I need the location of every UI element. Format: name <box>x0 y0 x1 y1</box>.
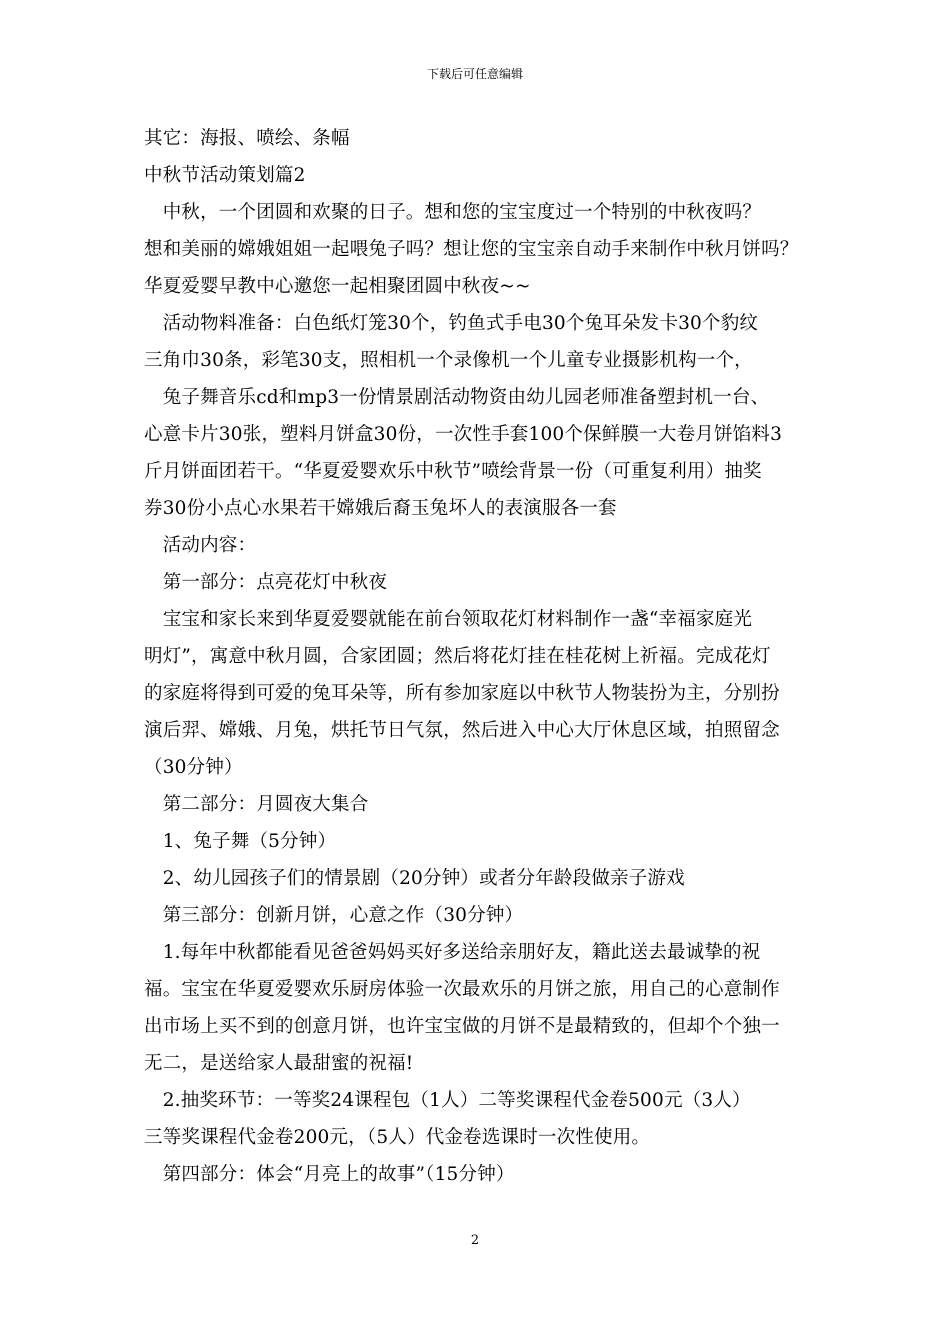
body-line: 出市场上买不到的创意月饼，也许宝宝做的月饼不是最精致的，但却个个独一 <box>144 1016 780 1037</box>
body-line: 华夏爱婴早教中心邀您一起相聚团圆中秋夜~~ <box>144 276 531 297</box>
body-line: 活动内容： <box>144 535 257 556</box>
body-line: 福。宝宝在华夏爱婴欢乐厨房体验一次最欢乐的月饼之旅，用自己的心意制作 <box>144 979 780 1000</box>
body-line: 的家庭将得到可爱的兔耳朵等，所有参加家庭以中秋节人物装扮为主，分别扮 <box>144 683 780 704</box>
document-body <box>144 120 810 1193</box>
body-line: 想和美丽的嫦娥姐姐一起喂兔子吗？想让您的宝宝亲自动手来制作中秋月饼吗？ <box>144 239 799 260</box>
body-line: 券30份小点心水果若干嫦娥后裔玉兔坏人的表演服各一套 <box>144 498 617 519</box>
body-line: 活动物料准备：白色纸灯笼30个，钓鱼式手电30个兔耳朵发卡30个豹纹 <box>144 313 759 334</box>
body-line: 其它：海报、喷绘、条幅 <box>144 128 350 149</box>
page-header: 下载后可任意编辑 <box>426 67 523 81</box>
body-line: 明灯”，寓意中秋月圆，合家团圆；然后将花灯挂在桂花树上祈福。完成花灯 <box>144 646 771 667</box>
body-line: 三等奖课程代金卷200元，（5人）代金卷选课时一次性使用。 <box>144 1127 651 1148</box>
section-heading: 第二部分：月圆夜大集合 <box>144 794 369 815</box>
body-line: 2.抽奖环节：一等奖24课程包（1人）二等奖课程代金卷500元（3人） <box>144 1090 751 1111</box>
body-line: 中秋，一个团圆和欢聚的日子。想和您的宝宝度过一个特别的中秋夜吗？ <box>144 202 762 223</box>
body-line: 三角巾30条，彩笔30支，照相机一个录像机一个儿童专业摄影机构一个， <box>144 350 753 371</box>
page-number: 2 <box>470 1233 480 1248</box>
section-title: 中秋节活动策划篇2 <box>144 165 306 186</box>
body-line: 心意卡片30张，塑料月饼盒30份，一次性手套100个保鲜膜一大卷月饼馅料3 <box>144 424 783 445</box>
body-line: 演后羿、嫦娥、月兔，烘托节日气氛，然后进入中心大厅休息区域，拍照留念 <box>144 720 780 741</box>
list-item: 2、幼儿园孩子们的情景剧（20分钟）或者分年龄段做亲子游戏 <box>144 868 685 889</box>
section-heading: 第四部分：体会“月亮上的故事”（15分钟） <box>144 1164 515 1185</box>
body-line: 1.每年中秋都能看见爸爸妈妈买好多送给亲朋好友，籍此送去最诚挚的祝 <box>144 942 761 963</box>
body-line: 宝宝和家长来到华夏爱婴就能在前台领取花灯材料制作一盏“幸福家庭光 <box>144 609 753 630</box>
section-heading: 第一部分：点亮花灯中秋夜 <box>144 572 388 593</box>
body-line: 无二，是送给家人最甜蜜的祝福! <box>144 1053 414 1074</box>
body-line: 斤月饼面团若干。“华夏爱婴欢乐中秋节”喷绘背景一份（可重复利用）抽奖 <box>144 461 762 482</box>
section-heading: 第三部分：创新月饼，心意之作（30分钟） <box>144 905 524 926</box>
body-line: 兔子舞音乐cd和mp3一份情景剧活动物资由幼儿园老师准备塑封机一台、 <box>144 387 770 408</box>
list-item: 1、兔子舞（5分钟） <box>144 831 337 852</box>
body-line: （30分钟） <box>144 757 243 778</box>
